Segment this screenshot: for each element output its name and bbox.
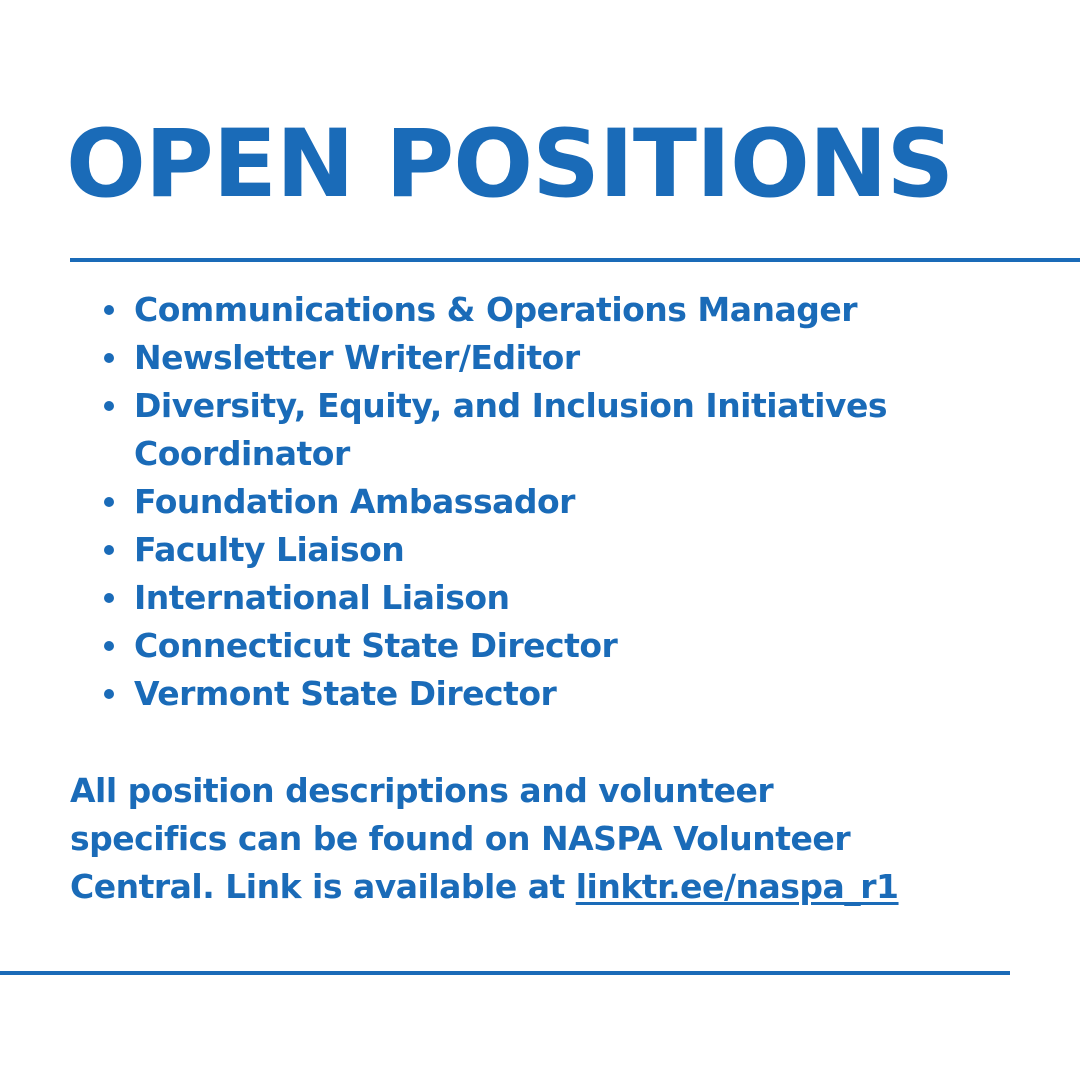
position-label: Diversity, Equity, and Inclusion Initiatives [134,386,887,425]
position-label: International Liaison [134,578,510,617]
footer-line-2: specifics can be found on NASPA Volunteer [70,819,851,858]
position-label: Faculty Liaison [134,530,405,569]
list-item [134,670,1034,718]
bullet-icon [104,641,114,651]
list-item [134,574,1034,622]
bullet-icon [104,593,114,603]
list-item [134,526,1034,574]
bullet-icon [104,305,114,315]
bullet-icon [104,401,114,411]
footer-line-3 [70,863,1030,911]
footer-note [70,767,1030,911]
bullet-icon [104,545,114,555]
linktree-link[interactable]: linktr.ee/naspa_r1 [575,867,899,906]
position-label: Newsletter Writer/Editor [134,338,580,377]
bottom-divider [0,971,1010,975]
list-item [134,478,1034,526]
list-item [134,286,1034,334]
footer-line-1: All position descriptions and volunteer [70,771,774,810]
bullet-icon [104,353,114,363]
list-item [134,334,1034,382]
position-label: Vermont State Director [134,674,557,713]
position-label: Communications & Operations Manager [134,290,858,329]
position-label: Foundation Ambassador [134,482,575,521]
bullet-icon [104,497,114,507]
positions-list [134,286,1034,718]
top-divider [70,258,1080,262]
page-title: OPEN POSITIONS [66,110,954,219]
position-label: Connecticut State Director [134,626,618,665]
bullet-icon [104,689,114,699]
list-item [134,382,1034,478]
list-item [134,622,1034,670]
footer-line-3-text: Central. Link is available at [70,867,576,906]
position-label-continued: Coordinator [134,434,350,473]
